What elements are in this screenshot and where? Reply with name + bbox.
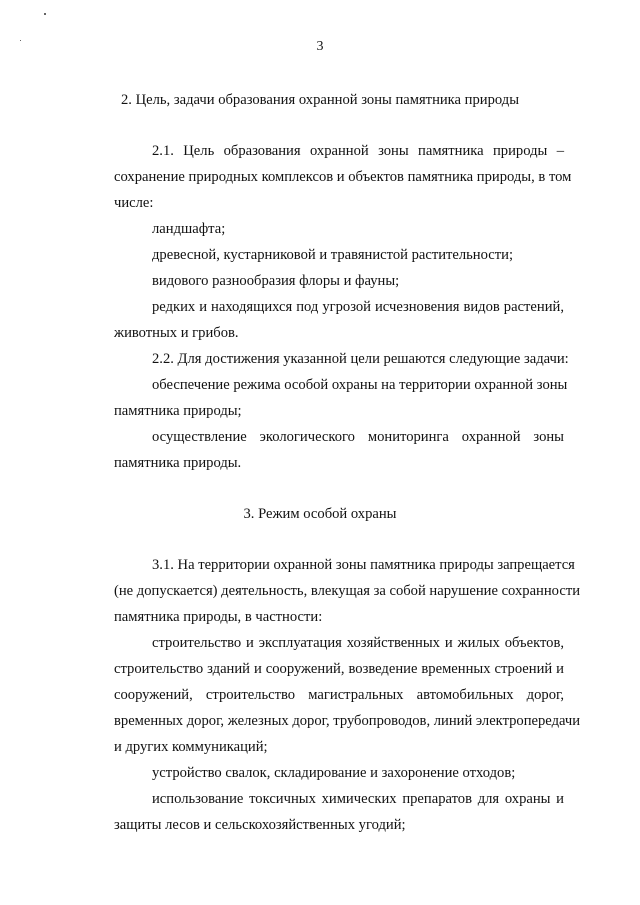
text-line: 3.1. На территории охранной зоны памятника природы запрещается xyxy=(152,557,575,573)
text-line: защиты лесов и сельскохозяйственных угодий; xyxy=(114,817,406,833)
text-line: обеспечение режима особой охраны на территории охранной зоны xyxy=(152,377,568,393)
text-line: 2.1. Цель образования охранной зоны памятника природы – xyxy=(152,143,564,159)
text-line: памятника природы; xyxy=(114,403,242,419)
paragraph-2-1 xyxy=(76,138,572,216)
scan-speck xyxy=(44,13,46,15)
text-line: сооружений, строительство магистральных автомобильных дорог, xyxy=(114,687,564,703)
text-line: строительство зданий и сооружений, возведение временных строений и xyxy=(114,661,564,677)
text-line: использование токсичных химических препаратов для охраны и xyxy=(152,791,564,807)
text-line: видового разнообразия флоры и фауны; xyxy=(152,273,400,289)
page-number: 3 xyxy=(316,39,324,54)
text-line: 2.2. Для достижения указанной цели решаются следующие задачи: xyxy=(152,351,569,367)
task-monitoring xyxy=(76,424,564,476)
list-item-rare-species xyxy=(76,294,564,346)
section-3-heading: 3. Режим особой охраны xyxy=(243,506,397,522)
list-item-biodiversity xyxy=(76,268,564,294)
text-line: (не допускается) деятельность, влекущая за собой нарушение сохранности xyxy=(114,583,581,599)
paragraph-3-1 xyxy=(76,552,581,630)
prohibition-waste xyxy=(76,760,564,786)
document-body xyxy=(76,87,581,838)
prohibition-construction xyxy=(76,630,581,760)
text-line: памятника природы. xyxy=(114,455,242,471)
list-item-landscape xyxy=(76,216,564,242)
section-2-heading: 2. Цель, задачи образования охранной зоны памятника природы xyxy=(121,92,519,108)
text-line: памятника природы, в частности: xyxy=(114,609,323,625)
text-line: строительство и эксплуатация хозяйственных и жилых объектов, xyxy=(152,635,564,651)
text-line: редких и находящихся под угрозой исчезновения видов растений, xyxy=(152,299,564,315)
text-line: числе: xyxy=(114,195,154,211)
text-line: ландшафта; xyxy=(152,221,226,237)
prohibition-chemicals xyxy=(76,786,564,838)
text-line: животных и грибов. xyxy=(114,325,239,341)
paragraph-2-2 xyxy=(76,346,569,372)
text-line: древесной, кустарниковой и травянистой растительности; xyxy=(152,247,513,263)
text-line: устройство свалок, складирование и захоронение отходов; xyxy=(152,765,516,781)
text-line: и других коммуникаций; xyxy=(114,739,268,755)
task-protection-regime xyxy=(76,372,568,424)
text-line: временных дорог, железных дорог, трубопроводов, линий электропередачи xyxy=(114,713,581,729)
list-item-vegetation xyxy=(76,242,564,268)
text-line: сохранение природных комплексов и объектов памятника природы, в том xyxy=(114,169,572,185)
text-line: осуществление экологического мониторинга охранной зоны xyxy=(152,429,564,445)
